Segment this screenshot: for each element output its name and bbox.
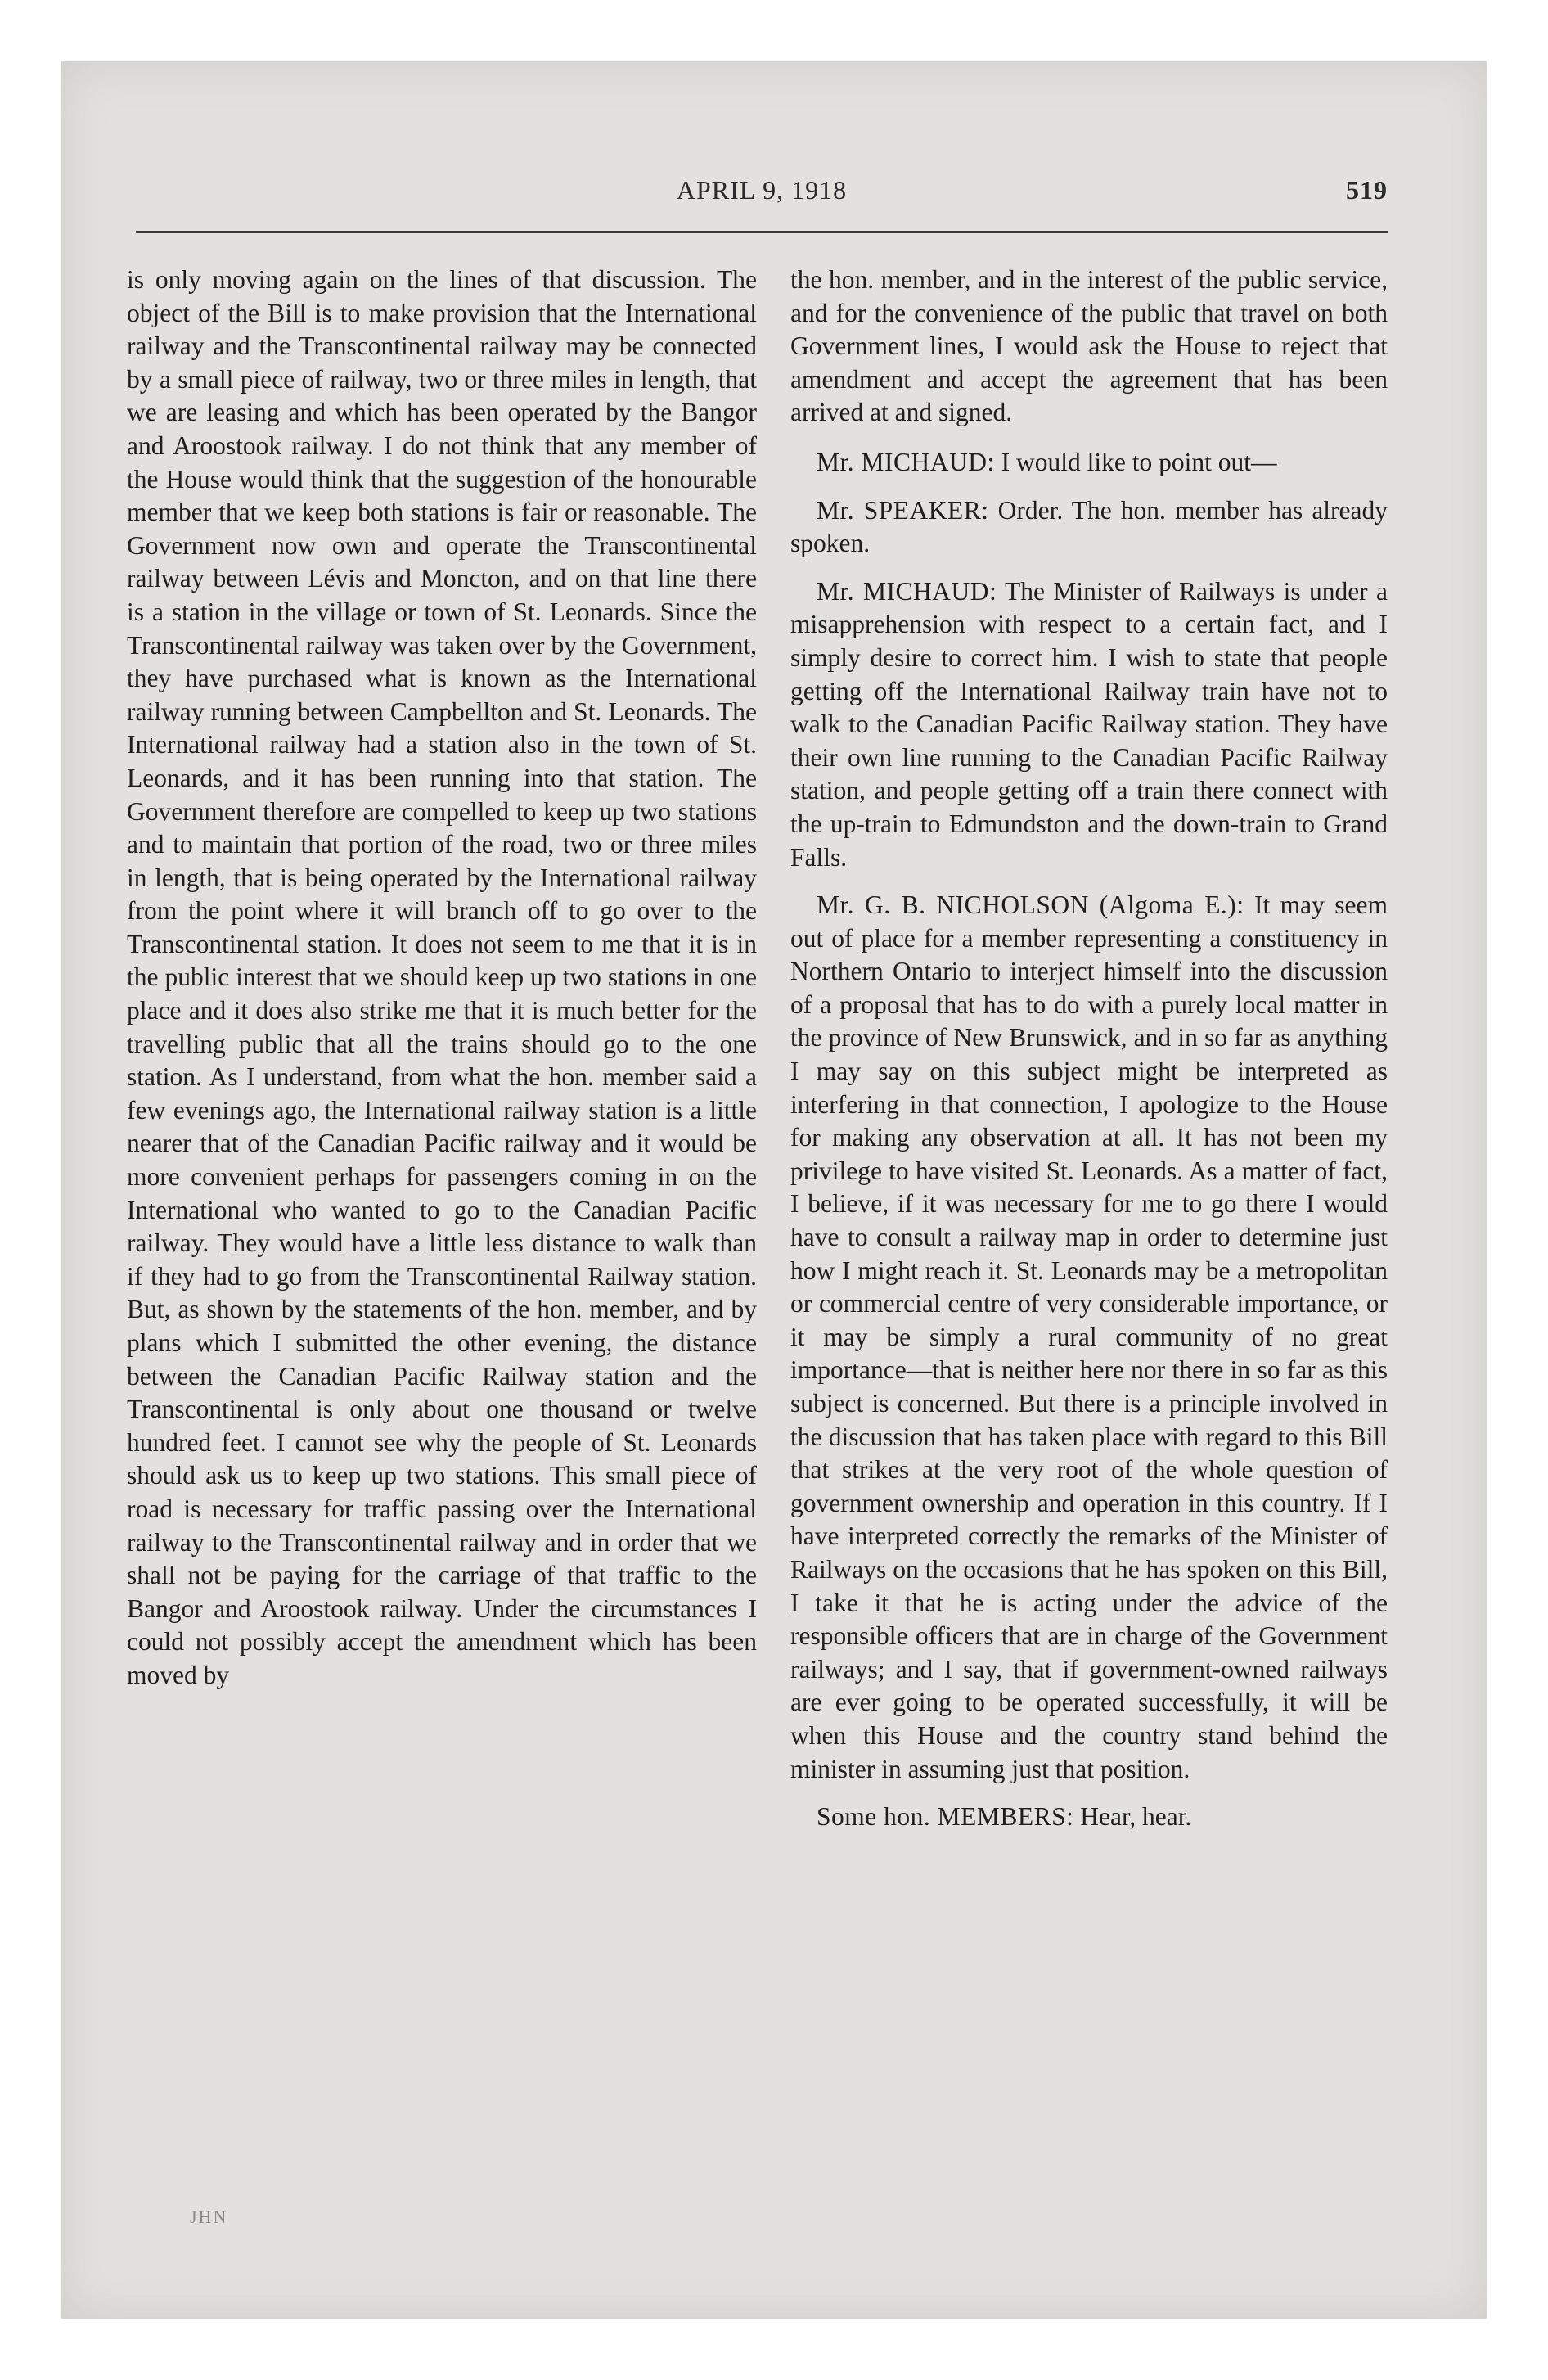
printer-mark: JHN <box>190 2206 228 2227</box>
speaker-name: Some hon. MEMBERS: <box>817 1802 1074 1832</box>
speaker-name: Mr. SPEAKER: <box>817 495 989 525</box>
left-column <box>127 264 757 1707</box>
speech-text: It may seem out of place for a member representing a constituency in Northern Ontario to interject himself into the discussion of a proposal that has to do with a purely local matter in the province of New Brunswick, and in so far as anything I may say on this subject might be interpreted as interfering in that connection, I apologize to the House for making any observation at all. It has not been my privilege to have visited St. Leonards. As a matter of fact, I believe, if it was necessary for me to go there I would have to consult a railway map in order to determine just how I might reach it. St. Leonards may be a metropolitan or commercial centre of very considerable importance, or it may be simply a rural community of no great importance—that is neither here nor there in so far as this subject is concerned. But there is a principle involved in the discussion that has taken place with regard to this Bill that strikes at the very root of the whole question of government ownership and operation in this country. If I have interpreted correctly the remarks of the Minister of Railways on the occasions that he has spoken on this Bill, I take it that he is acting under the advice of the responsible officers that are in charge of the Government railways; and I say, that if government-owned railways are ever going to be operated successfully, it will be when this House and the country stand behind the minister in assuming just that position. <box>790 890 1388 1783</box>
speech-text: Order. The hon. member has already spoken. <box>790 495 1388 558</box>
speaker-name: Mr. G. B. NICHOLSON (Algoma E.): <box>817 890 1244 920</box>
page-number: 519 <box>1346 175 1388 205</box>
speaker-name: Mr. MICHAUD: <box>817 447 995 476</box>
speech-michaud-2 <box>790 575 1388 874</box>
speaker-name: Mr. MICHAUD: <box>817 576 997 606</box>
speech-text: I would like to point out— <box>1001 447 1277 476</box>
left-column-paragraph: is only moving again on the lines of that discussion. The object of the Bill is to make provision that the International railway and the Transcontinental railway may be connected by a small piece of railway, two or three miles in length, that we are leasing and which has been operated by the Bangor and Aroostook railway. I do not think that any member of the House would think that the suggestion of the honourable member that we keep both stations is fair or reasonable. The Government now own and operate the Transcontinental railway between Lévis and Moncton, and on that line there is a station in the village or town of St. Leonards. Since the Transcontinental railway was taken over by the Government, they have purchased what is known as the International railway running between Campbellton and St. Leonards. The International railway had a station also in the town of St. Leonards, and it has been running into that station. The Government therefore are compelled to keep up two stations and to maintain that portion of the road, two or three miles in length, that is being operated by the International railway from the point where it will branch off to go over to the Transcontinental station. It does not seem to me that it is in the public interest that we should keep up two stations in one place and it does also strike me that it is much better for the travelling public that all the trains should go to the one station. As I understand, from what the hon. member said a few evenings ago, the International railway station is a little nearer that of the Canadian Pacific railway and it would be more convenient perhaps for passengers coming in on the International who wanted to go to the Canadian Pacific railway. They would have a little less distance to walk than if they had to go from the Transcontinental Railway station. But, as shown by the statements of the hon. member, and by plans which I submitted the other evening, the distance between the Canadian Pacific Railway station and the Transcontinental is only about one thousand or twelve hundred feet. I cannot see why the people of St. Leonards should ask us to keep up two stations. This small piece of road is necessary for traffic passing over the International railway to the Transcontinental railway and in order that we shall not be paying for the carriage of that traffic to the Bangor and Aroostook railway. Under the circumstances I could not possibly accept the amendment which has been moved by <box>127 265 757 1689</box>
speech-speaker <box>790 494 1388 561</box>
speech-text: The Minister of Railways is under a misapprehension with respect to a certain fact, and I simply desire to correct him. I wish to state that people getting off the International Railway train have not to walk to the Canadian Pacific Railway station. They have their own line running to the Canadian Pacific Railway station, and people getting off a train there connect with the up-train to Edmundston and the down-train to Grand Falls. <box>790 576 1388 872</box>
header-rule <box>136 231 1388 233</box>
speech-text: Hear, hear. <box>1080 1802 1192 1832</box>
continuation-paragraph: the hon. member, and in the interest of the public service, and for the convenience of the public that travel on both Government lines, I would ask the House to reject that amendment and accept the agreement that has been arrived at and signed. <box>790 265 1388 427</box>
speech-michaud-1 <box>790 446 1388 480</box>
speech-members <box>790 1801 1388 1834</box>
running-header <box>136 169 1388 218</box>
speech-nicholson <box>790 889 1388 1786</box>
right-column <box>790 264 1388 1849</box>
page-date: APRIL 9, 1918 <box>676 175 848 205</box>
